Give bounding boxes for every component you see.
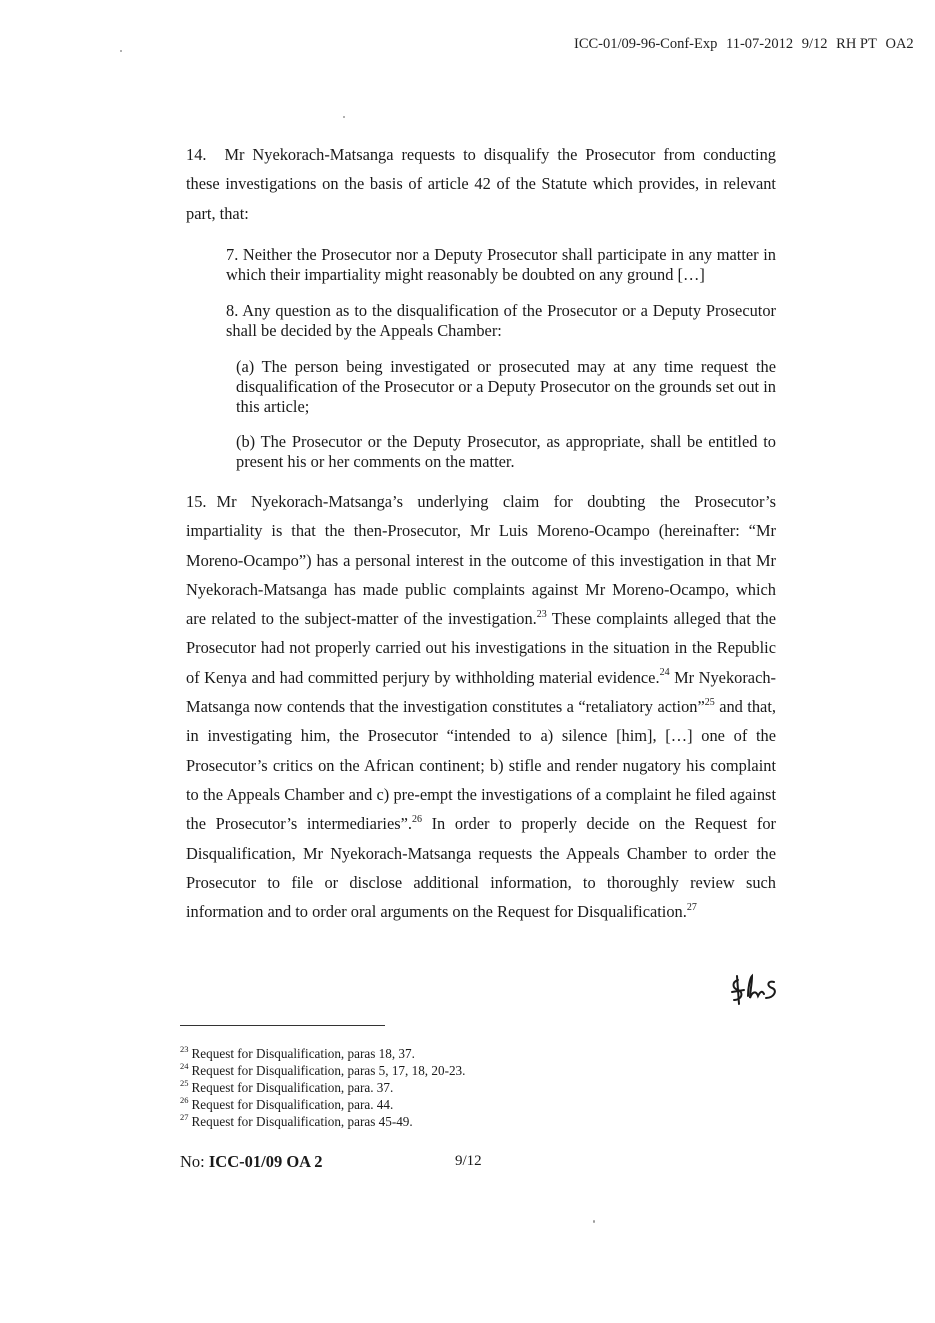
paragraph-14 [186,140,776,228]
stamp-codes: RH PT [836,36,877,52]
footnote-number: 24 [180,1060,189,1071]
quote-text: 8. Any question as to the disqualification of the Prosecutor or a Deputy Prosecutor shall be decided by the Appeals Chamber: [226,301,776,340]
footnote-24 [180,1062,465,1079]
quote-text: 7. Neither the Prosecutor nor a Deputy Prosecutor shall participate in any matter in which their impartiality might reasonably be doubted on any ground […] [226,245,776,284]
quote-item-8 [226,301,776,341]
document-header-stamp [574,36,919,53]
footnote-ref[interactable]: 27 [686,901,697,913]
footnote-text: Request for Disqualification, paras 45-49. [191,1114,413,1129]
paragraph-text: Mr Nyekorach-Matsanga now contends that the investigation constitutes a “retaliatory action” [186,667,777,717]
footnote-number: 26 [180,1094,189,1105]
footnote-27 [180,1113,465,1130]
footnote-text: Request for Disqualification, paras 5, 17, 18, 20-23. [191,1063,466,1078]
footer-page-number: 9/12 [455,1153,482,1169]
footnote-ref[interactable]: 26 [412,813,422,825]
paragraph-text: In order to properly decide on the Request for Disqualification, Mr Nyekorach-Matsanga requests the Appeals Chamber to order the Prosecutor to file or disclose additional information, to thoroughly review such information and to order oral arguments on the Request for Disqualification. [186,814,777,922]
paragraph-text: and that, in investigating him, the Prosecutor “intended to a) silence [him], […] one of the Prosecutor’s critics on the African continent; b) stifle and render nugatory his complaint to the Appeals Chamber and c) pre-empt the investigations of a complaint he filed against the Prosecutor’s intermediaries”. [186,697,776,834]
quote-text: (b) The Prosecutor or the Deputy Prosecutor, as appropriate, shall be entitled to present his or her comments on the matter. [236,432,776,471]
page-indicator: 9/12 [801,36,828,52]
quote-item-b [236,432,776,472]
footnote-text: Request for Disqualification, para. 44. [191,1097,394,1112]
case-number: ICC-01/09 OA 2 [208,1152,323,1171]
paragraph-text: Mr Nyekorach-Matsanga’s underlying claim for doubting the Prosecutor’s impartiality is that the then-Prosecutor, Mr Luis Moreno-Ocampo (hereinafter: “Mr Moreno-Ocampo”) has a personal interest in the outcome of this investigation in that Mr Nyekorach-Matsanga has made public complaints against Mr Moreno-Ocampo, which are related to the subject-matter of the investigation. [186,492,776,629]
quote-text: (a) The person being investigated or prosecuted may at any time request the disqualification of the Prosecutor or a Deputy Prosecutor on the grounds set out in this article; [236,357,776,416]
footnote-number: 23 [180,1043,189,1054]
scan-speck [593,1220,595,1223]
scan-speck [120,50,122,52]
quote-item-7 [226,245,776,285]
paragraph-number: 15. [186,492,207,511]
quote-item-a [236,357,776,417]
footnote-text: Request for Disqualification, para. 37. [191,1080,394,1095]
paragraph-15 [186,487,776,926]
paragraph-text: These complaints alleged that the Prosecutor had not properly carried out his investigations in the situation in the Republic of Kenya and had committed perjury by withholding material evidence. [186,609,776,687]
footnote-separator [180,1025,385,1026]
footnote-26 [180,1096,465,1113]
document-date: 11-07-2012 [726,36,794,52]
initials-signature-icon [728,970,780,1010]
stamp-appeal-code: OA2 [885,36,914,52]
footnote-25 [180,1079,465,1096]
paragraph-text: Mr Nyekorach-Matsanga requests to disqualify the Prosecutor from conducting these investigations on the basis of article 42 of the Statute which provides, in relevant part, that: [186,145,776,223]
scan-speck [343,116,345,118]
footnote-ref[interactable]: 24 [659,667,670,679]
case-number-label: No: [180,1152,205,1171]
footnote-23 [180,1045,465,1062]
footnote-number: 25 [180,1077,189,1088]
footnotes [180,1045,465,1130]
document-id: ICC-01/09-96-Conf-Exp [574,36,718,52]
footer-case-number [180,1152,323,1172]
footnote-number: 27 [180,1111,189,1122]
footnote-ref[interactable]: 23 [536,608,547,620]
footnote-text: Request for Disqualification, paras 18, 37. [191,1046,415,1061]
paragraph-number: 14. [186,145,207,164]
footnote-ref[interactable]: 25 [704,696,715,708]
